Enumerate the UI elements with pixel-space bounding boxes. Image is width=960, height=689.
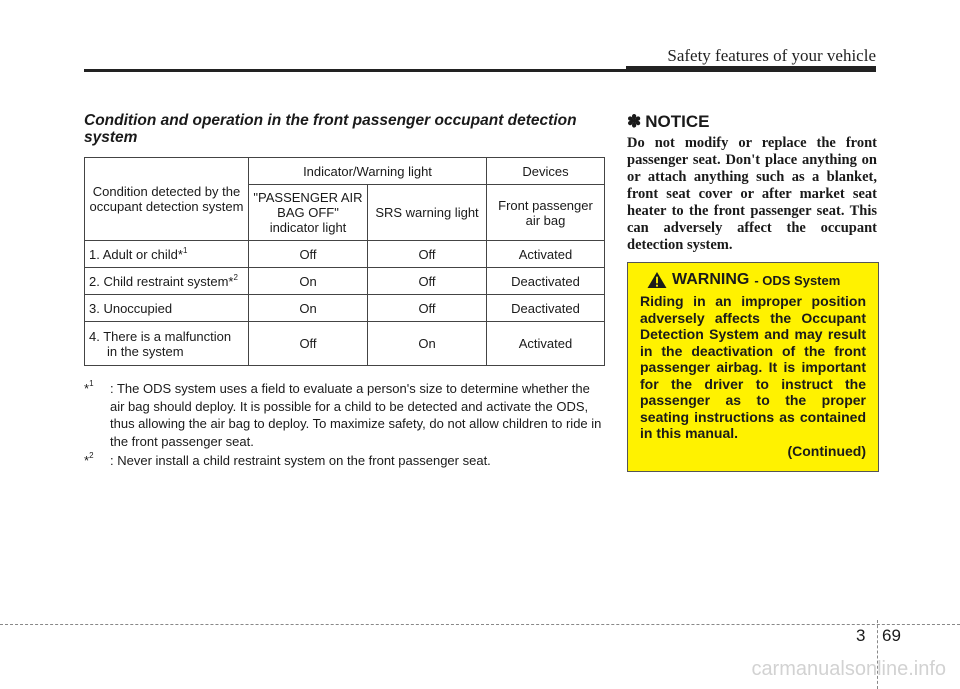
warning-triangle-icon: [646, 271, 668, 289]
cell-srs: Off: [368, 295, 487, 322]
footnote-1: *$^1$ : The ODS system uses a field to evaluate a person's size to determine whether the air bag should deploy. It is possible for a child to be detected and activate the ODS, thus allowing the air bag to deploy. To maximize safety, do not allow children to ride in the front passenger seat.: [84, 379, 602, 449]
warning-heading: WARNING - ODS System: [646, 271, 866, 289]
notice-star-icon: ✽: [627, 112, 642, 131]
header-rule-accent: [626, 66, 876, 72]
row-label: 2. Child restraint system*$^2$: [85, 268, 249, 295]
warning-box: [627, 262, 879, 472]
cell-airbag: Deactivated: [487, 268, 605, 295]
col-header-passenger-off: "PASSENGER AIR BAG OFF" indicator light: [249, 185, 368, 241]
footnotes: [84, 380, 606, 472]
col-header-condition: Condition detected by the occupant detection system: [85, 158, 249, 241]
watermark: carmanualsonline.info: [751, 658, 946, 680]
cell-srs: Off: [368, 241, 487, 268]
footer-rule: [0, 624, 960, 625]
cell-indicator: On: [249, 295, 368, 322]
section-title: Condition and operation in the front passenger occupant detection system: [84, 112, 577, 146]
notice-body: Do not modify or replace the front passenger seat. Don't place anything on or attach anything such as a blanket, front seat cover or after market seat heater to the front passenger seat. This can adversely affect the occupant detection system.: [627, 135, 877, 253]
cell-indicator: On: [249, 268, 368, 295]
cell-airbag: Activated: [487, 322, 605, 366]
cell-indicator: Off: [249, 322, 368, 366]
ods-condition-table: [84, 157, 605, 366]
notice-heading: ✽ NOTICE: [627, 112, 710, 131]
col-header-devices-group: Devices: [487, 158, 605, 185]
table-row: [85, 268, 605, 295]
col-header-srs: SRS warning light: [368, 185, 487, 241]
table-row: [85, 295, 605, 322]
header-title: Safety features of your vehicle: [667, 46, 876, 65]
footnote-2: *$^2$ : Never install a child restraint system on the front passenger seat.: [84, 451, 491, 468]
cell-airbag: Activated: [487, 241, 605, 268]
cell-srs: Off: [368, 268, 487, 295]
table-row: [85, 322, 605, 366]
row-label: 3. Unoccupied: [85, 295, 249, 322]
warning-body: Riding in an improper position adversely affects the Occupant Detection System and may result in the deactivation of the front passenger airbag. It is important for the driver to instruct the passenger as to the proper seating instructions as contained in this manual.: [640, 293, 866, 441]
row-label: 1. Adult or child*$^1$: [85, 241, 249, 268]
row-label: 4. There is a malfunction in the system: [85, 322, 249, 366]
col-header-indicator-group: Indicator/Warning light: [249, 158, 487, 185]
cell-srs: On: [368, 322, 487, 366]
cell-indicator: Off: [249, 241, 368, 268]
table-row: [85, 241, 605, 268]
chapter-number: 3: [856, 626, 866, 645]
cell-airbag: Deactivated: [487, 295, 605, 322]
warning-continued: (Continued): [787, 442, 866, 459]
col-header-front-airbag: Front passenger air bag: [487, 185, 605, 241]
page-number: 69: [882, 626, 901, 645]
